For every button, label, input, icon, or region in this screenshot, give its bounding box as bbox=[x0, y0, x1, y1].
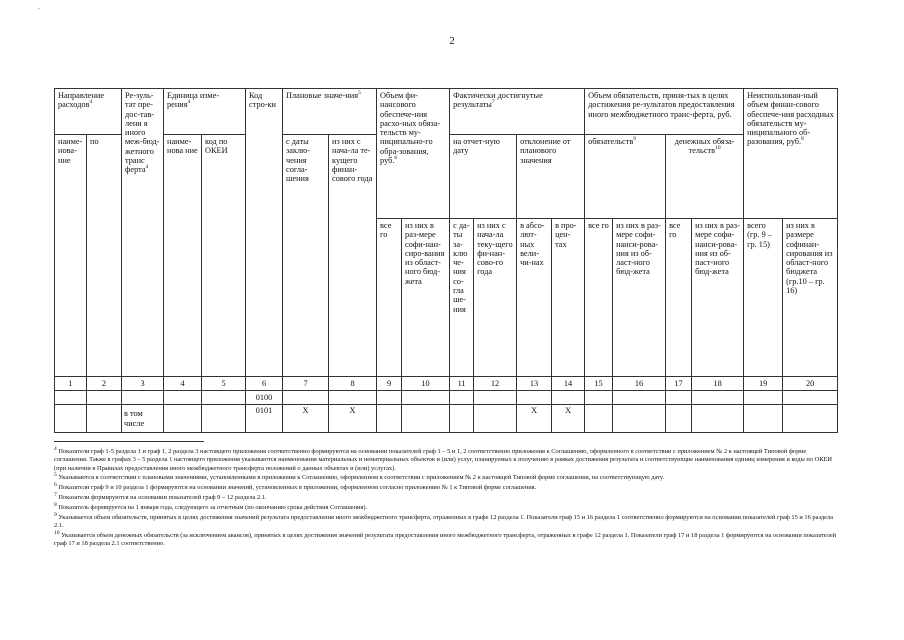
table-cell bbox=[122, 391, 164, 405]
footnote: $^8$ Показатель формируется на 1 января года, следующего за отчетным (по окончанию срока действия Соглашения). bbox=[54, 501, 368, 511]
header-vsego-fin: все го bbox=[377, 219, 402, 377]
header-v-procent: в про-цен-тах bbox=[552, 219, 585, 377]
col-number: 9 bbox=[377, 377, 402, 391]
x-mark: X bbox=[517, 405, 552, 433]
col-number: 20 bbox=[783, 377, 838, 391]
table-cell bbox=[329, 391, 377, 405]
footnote: $^6$ Показатели граф 9 и 10 раздела 1 формируются на основании значений, установленных в приложении, оформленном согласно приложению № 1 к Типовой форме соглашения. bbox=[54, 482, 537, 492]
header-obem-obyaz: Объем обязательств, приня-тых в целях достижения ре-зультатов предоставления иного межбюджетного транс-ферта, руб. bbox=[585, 89, 744, 135]
table-cell bbox=[164, 405, 202, 433]
header-denezhnyh: денежных обяза-тельств$^{10}$ bbox=[666, 135, 744, 219]
header-iz-nih-sofin: из них в раз-мере софи-нан-сиро-вания из област-ного бюд-жета bbox=[402, 219, 450, 377]
col-number: 18 bbox=[692, 377, 744, 391]
x-mark: X bbox=[283, 405, 329, 433]
table-cell bbox=[377, 405, 402, 433]
table-cell bbox=[87, 405, 122, 433]
footnote: $^{10}$ Указывается объем денежных обязательств (за исключением авансов), принятых в целях достижения значений результата предоставления иного межбюджетного трансферта, отраженных в графе 12 раздела 1. Показатели граф 17 и 18 раздела 1 формируются на основании показателей граф 17 и 18 раздела 2.1 соответственно. bbox=[54, 529, 837, 548]
header-otklonenie: отклонение от планового значения bbox=[517, 135, 585, 219]
header-s-daty: с даты заклю-чения согла-шения bbox=[283, 135, 329, 377]
table-cell bbox=[402, 391, 450, 405]
col-number: 5 bbox=[202, 377, 246, 391]
header-napravlenie: Направление расходов$^4$ bbox=[55, 89, 122, 135]
column-numbers-row bbox=[55, 377, 838, 391]
header-kod-okei: код по ОКЕИ bbox=[202, 135, 246, 377]
table-cell bbox=[783, 405, 838, 433]
footnotes bbox=[54, 445, 837, 550]
header-vsego-denezh: все го bbox=[666, 219, 692, 377]
table-cell bbox=[585, 405, 613, 433]
table-cell bbox=[55, 405, 87, 433]
report-table bbox=[54, 88, 838, 433]
header-fakt: Фактически достигнутые результаты$^7$ bbox=[450, 89, 585, 135]
row-label-v-tom-chisle: в том числе bbox=[122, 405, 164, 433]
table-row bbox=[55, 391, 838, 405]
table-cell bbox=[585, 391, 613, 405]
col-number: 8 bbox=[329, 377, 377, 391]
header-iz-nih-razmer: из них в размере софинан-сирования из област-ного бюджета (гр.10 – гр. 16) bbox=[783, 219, 838, 377]
table-cell bbox=[202, 405, 246, 433]
footnote: $^5$ Указываются в соответствии с плановыми значениями, установленными в приложении к Соглашению, оформленном в соответствии с приложением № 2 к настоящей Типовой форме соглашения, на соответствующую дату. bbox=[54, 472, 664, 482]
header-naimenovanie: наиме-нова-ние bbox=[55, 135, 87, 377]
header-iz-nih-nachala: из них с нача-ла те-кущего финан-сового года bbox=[329, 135, 377, 377]
table-cell bbox=[474, 391, 517, 405]
col-number: 6 bbox=[246, 377, 283, 391]
x-mark: X bbox=[329, 405, 377, 433]
table-cell bbox=[666, 405, 692, 433]
table-cell bbox=[202, 391, 246, 405]
col-number: 12 bbox=[474, 377, 517, 391]
table-row bbox=[55, 405, 838, 433]
col-number: 11 bbox=[450, 377, 474, 391]
col-number: 2 bbox=[87, 377, 122, 391]
page-number: 2 bbox=[449, 35, 455, 47]
col-number: 7 bbox=[283, 377, 329, 391]
col-number: 4 bbox=[164, 377, 202, 391]
header-s-daty-zakl: с да-ты за-клю че-ния со-гла ше-ния bbox=[450, 219, 474, 377]
table-cell bbox=[450, 391, 474, 405]
header-naimenovanie-edinicy: наиме-нова ние bbox=[164, 135, 202, 377]
table-cell bbox=[283, 391, 329, 405]
x-mark: X bbox=[552, 405, 585, 433]
header-vsego-gr: всего (гр. 9 – гр. 15) bbox=[744, 219, 783, 377]
table-cell bbox=[55, 391, 87, 405]
table-cell bbox=[517, 391, 552, 405]
row-kod: 0100 bbox=[246, 391, 283, 405]
header-planovye: Плановые значе-ния$^5$ bbox=[283, 89, 377, 135]
footnote: $^4$ Показатели граф 1-5 раздела 1 и граф 1, 2 раздела 3 настоящего приложения соответственно формируются на основании показателей граф 1 – 5 и 1, 2 соответственно приложения к Соглашению, оформленного в соответствии с приложением № 2 к настоящей Типовой форме соглашения. Также в графах 3 – 5 раздела 1 настоящего приложения указываются наименования материальных и нематериальных объектов и (или) услуг, планируемых к получению в рамках достижения результата и соответствующие наименования единиц измерения и коды по ОКЕИ (при наличии в Правилах предоставления иного межбюджетного трансферта положений о данных объектах и (или) услугах). bbox=[54, 445, 833, 472]
col-number: 10 bbox=[402, 377, 450, 391]
table-cell bbox=[666, 391, 692, 405]
table-cell bbox=[613, 391, 666, 405]
header-v-absolut: в абсо-лют-ных вели-чи-нах bbox=[517, 219, 552, 377]
col-number: 19 bbox=[744, 377, 783, 391]
header-iz-nih-obl-denezh: из них в раз-мере софи-нанси-рова-ния из об-паст-ного бюд-жета bbox=[692, 219, 744, 377]
table-cell bbox=[377, 391, 402, 405]
table-cell bbox=[450, 405, 474, 433]
table-cell bbox=[552, 391, 585, 405]
col-number: 13 bbox=[517, 377, 552, 391]
table-cell bbox=[692, 391, 744, 405]
footnote: $^7$ Показатели формируются на основании показателей граф 9 – 12 раздела 2.1. bbox=[54, 492, 267, 502]
table-cell bbox=[692, 405, 744, 433]
col-number: 15 bbox=[585, 377, 613, 391]
col-number: 1 bbox=[55, 377, 87, 391]
row-kod: 0101 bbox=[246, 405, 283, 433]
table-cell bbox=[744, 391, 783, 405]
header-rezultat: Ре-зуль-тат пре-дос-тав-лени я иного меж-бюд-жетного транс ферта$^4$ bbox=[122, 89, 164, 377]
header-edinica: Единица изме-рения$^4$ bbox=[164, 89, 246, 135]
header-neispolz: Неиспользован-ный объем финан-сового обеспече-ния расходных обязательств му-ниципального об-разования, руб.$^8$ bbox=[744, 89, 838, 219]
header-kod-stroki: Код стро-ки bbox=[246, 89, 283, 377]
table-cell bbox=[164, 391, 202, 405]
header-obyazatelstv: обязательств$^9$ bbox=[585, 135, 666, 219]
table-cell bbox=[474, 405, 517, 433]
table-cell bbox=[744, 405, 783, 433]
col-number: 14 bbox=[552, 377, 585, 391]
col-number: 17 bbox=[666, 377, 692, 391]
header-vsego-obyaz: все го bbox=[585, 219, 613, 377]
header-iz-nih-tek: из них с нача-ла теку-щего фи-нан-сово-го года bbox=[474, 219, 517, 377]
header-po: по bbox=[87, 135, 122, 377]
col-number: 16 bbox=[613, 377, 666, 391]
table-cell bbox=[402, 405, 450, 433]
header-obem-fin: Объем фи-нансового обеспече-ния расхо-ных обяза-тельств му-ниципально-го обра-зования, руб.$^6$ bbox=[377, 89, 450, 219]
table-cell bbox=[613, 405, 666, 433]
col-number: 3 bbox=[122, 377, 164, 391]
table-cell bbox=[783, 391, 838, 405]
corner-mark: " bbox=[38, 8, 41, 14]
header-iz-nih-obl: из них в раз-мере софи-нанси-рова-ния из об-ласт-ного бюд-жета bbox=[613, 219, 666, 377]
header-na-otchet: на отчет-ную дату bbox=[450, 135, 517, 219]
table-cell bbox=[87, 391, 122, 405]
footnote-separator bbox=[54, 441, 204, 442]
footnote: $^9$ Указывается объем обязательств, принятых в целях достижения значений результата предоставления иного межбюджетного трансферта, отраженных в графе 12 раздела 1. Показатели граф 15 и 16 раздела 1 соответственно формируются на основании показателей граф 15 и 16 раздела 2.1. bbox=[54, 511, 833, 530]
